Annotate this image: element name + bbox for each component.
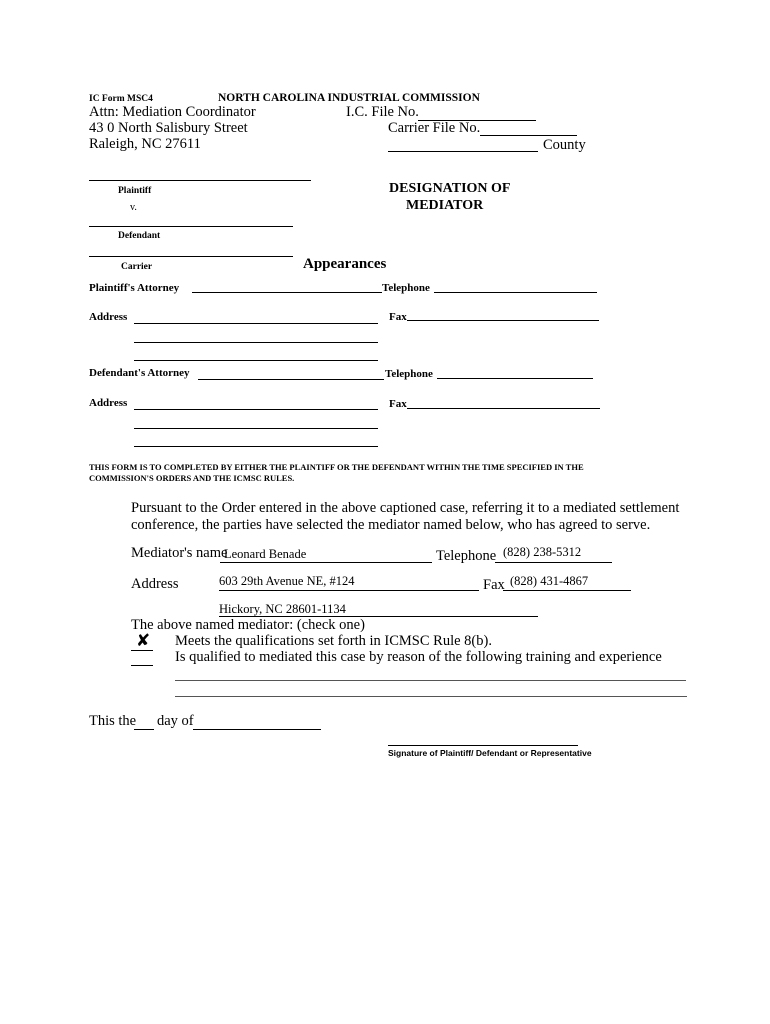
form-title-line2: MEDIATOR [406, 198, 484, 213]
defendant-address-field-3[interactable] [134, 446, 378, 447]
plaintiff-fax-label: Fax [389, 311, 407, 323]
defendant-telephone-label: Telephone [385, 368, 433, 380]
mediator-name-field [220, 562, 432, 563]
form-id: IC Form MSC4 [89, 94, 153, 104]
option1-text: Meets the qualifications set forth in ICMSC Rule 8(b). [175, 633, 492, 649]
day-of-label: day of [157, 713, 194, 729]
carrier-file-field[interactable] [480, 135, 577, 136]
mediator-fax-label: Fax [483, 577, 505, 593]
versus-label: v. [130, 202, 137, 213]
signature-label: Signature of Plaintiff/ Defendant or Representative [388, 748, 592, 758]
carrier-field[interactable] [89, 256, 293, 257]
plaintiff-telephone-label: Telephone [382, 282, 430, 294]
city-line: Raleigh, NC 27611 [89, 136, 201, 152]
mediator-address-value-1[interactable]: 603 29th Avenue NE, #124 [219, 574, 355, 588]
defendant-fax-field[interactable] [407, 408, 600, 409]
check-heading: The above named mediator: (check one) [131, 617, 365, 633]
this-the-label: This the [89, 713, 137, 729]
attn-line: Attn: Mediation Coordinator [89, 104, 256, 120]
county-label: County [543, 137, 586, 153]
paragraph-line1: Pursuant to the Order entered in the above captioned case, referring it to a mediated settlement [131, 500, 680, 516]
mediator-address-field-1 [219, 590, 479, 591]
mediator-address-label: Address [131, 576, 179, 592]
mediator-telephone-field [495, 562, 612, 563]
defendant-address-field-1[interactable] [134, 409, 378, 410]
instructions-line2: COMMISSION'S ORDERS AND THE ICMSC RULES. [89, 473, 295, 483]
checkbox-option2[interactable] [131, 665, 153, 666]
day-field[interactable] [134, 729, 154, 730]
carrier-label: Carrier [121, 262, 153, 272]
plaintiff-telephone-field[interactable] [434, 292, 597, 293]
street-line: 43 0 North Salisbury Street [89, 120, 248, 136]
plaintiff-attorney-label: Plaintiff's Attorney [89, 282, 180, 294]
defendant-fax-label: Fax [389, 398, 407, 410]
defendant-address-label: Address [89, 397, 128, 409]
option2-text: Is qualified to mediated this case by reason of the following training and experience [175, 649, 662, 665]
plaintiff-label: Plaintiff [118, 186, 152, 196]
mediator-name-value[interactable]: Leonard Benade [224, 547, 307, 561]
defendant-address-field-2[interactable] [134, 428, 378, 429]
ic-file-label: I.C. File No. [346, 104, 419, 120]
mediator-fax-value[interactable]: (828) 431-4867 [510, 574, 589, 588]
defendant-attorney-field[interactable] [198, 379, 384, 380]
defendant-field[interactable] [89, 226, 293, 227]
plaintiff-fax-field[interactable] [407, 320, 599, 321]
carrier-file-label: Carrier File No. [388, 120, 481, 136]
defendant-telephone-field[interactable] [437, 378, 593, 379]
plaintiff-field[interactable] [89, 180, 311, 181]
county-field[interactable] [388, 151, 538, 152]
plaintiff-attorney-field[interactable] [192, 292, 382, 293]
defendant-attorney-label: Defendant's Attorney [89, 367, 190, 379]
experience-line-2[interactable] [175, 696, 687, 697]
instructions-line1: THIS FORM IS TO COMPLETED BY EITHER THE PLAINTIFF OR THE DEFENDANT WITHIN THE TIME SPECIFIED IN THE [89, 462, 584, 472]
checkbox-option1[interactable] [131, 650, 153, 651]
check-mark-icon[interactable]: ✘ [136, 631, 151, 651]
month-field[interactable] [193, 729, 321, 730]
appearances-heading: Appearances [303, 256, 387, 272]
mediator-telephone-label: Telephone [436, 548, 497, 564]
plaintiff-address-field-2[interactable] [134, 342, 378, 343]
plaintiff-address-label: Address [89, 311, 128, 323]
plaintiff-address-field-3[interactable] [134, 360, 378, 361]
signature-field[interactable] [388, 745, 578, 746]
defendant-label: Defendant [118, 231, 161, 241]
mediator-telephone-value[interactable]: (828) 238-5312 [503, 545, 582, 559]
mediator-name-label: Mediator's name [131, 545, 228, 561]
plaintiff-address-field-1[interactable] [134, 323, 378, 324]
form-title-line1: DESIGNATION OF [389, 181, 511, 196]
experience-line-1[interactable] [175, 680, 686, 681]
mediator-fax-field [503, 590, 631, 591]
mediator-address-value-2[interactable]: Hickory, NC 28601-1134 [219, 602, 346, 616]
paragraph-line2: conference, the parties have selected the mediator named below, who has agreed to serve. [131, 517, 651, 533]
agency-name: NORTH CAROLINA INDUSTRIAL COMMISSION [218, 92, 480, 104]
